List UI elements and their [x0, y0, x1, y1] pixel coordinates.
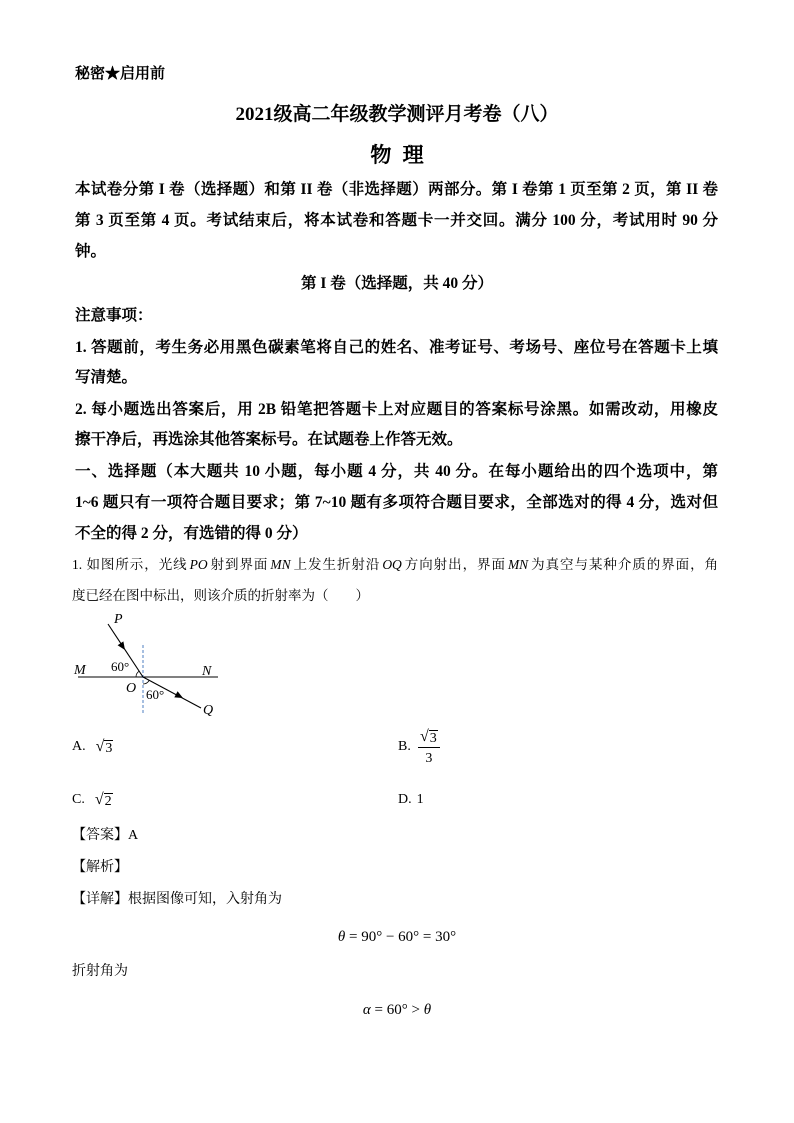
- notes-heading: 注意事项：: [75, 307, 153, 324]
- refraction-angle-expression: = 60° >: [370, 1002, 424, 1018]
- variable-mn: MN: [270, 557, 291, 572]
- theta-symbol: θ: [337, 929, 346, 945]
- option-a-sqrt: [96, 737, 114, 757]
- question-1-line-2: 度已经在图中标出，则该介质的折射率为（ ）: [72, 588, 369, 603]
- intro-line-1: 本试卷分第 I 卷（选择题）和第 II 卷（非选择题）两部分。第 I 卷第 1 页至第 2 页，第 II 卷: [75, 181, 718, 198]
- option-c-label: C.: [72, 792, 85, 807]
- confidentiality-label: 秘密★启用前: [75, 66, 166, 82]
- note-2-line-2: 擦干净后，再选涂其他答案标号。在试题卷上作答无效。: [75, 431, 463, 448]
- label-point-q: Q: [203, 703, 214, 718]
- note-1-line-1: 1. 答题前，考生务必用黑色碳素笔将自己的姓名、准考证号、考场号、座位号在答题卡上填: [75, 339, 718, 356]
- intro-line-3: 钟。: [75, 243, 107, 260]
- refraction-angle-formula: [0, 999, 794, 1021]
- refraction-diagram: [70, 605, 230, 720]
- option-a: [72, 737, 113, 757]
- variable-mn: MN: [507, 557, 529, 572]
- question-1-text-part: 1. 如图所示，光线: [72, 557, 188, 572]
- option-b-fraction: [418, 727, 440, 770]
- option-b-sqrt: [420, 727, 438, 747]
- question-1-text-part: 为真空与某种介质的界面，角: [530, 557, 719, 572]
- note-2-line-1: 2. 每小题选出答案后，用 2B 铅笔把答题卡上对应题目的答案标号涂黑。如需改动，用橡皮: [75, 401, 718, 418]
- theta-symbol: θ: [423, 1002, 432, 1018]
- detail-line: 【详解】根据图像可知，入射角为: [72, 892, 282, 907]
- option-a-radicand: 3: [105, 741, 113, 756]
- intro-line-2: 第 3 页至第 4 页。考试结束后，将本试卷和答题卡一并交回。满分 100 分，考试用时 90 分: [75, 212, 718, 229]
- refraction-angle-label: 折射角为: [72, 964, 128, 979]
- incident-angle-expression: = 90° − 60° = 30°: [345, 929, 457, 945]
- label-point-o: O: [126, 681, 137, 696]
- option-d-label: D.: [398, 792, 412, 807]
- section-heading: 第 I 卷（选择题，共 40 分）: [300, 275, 494, 292]
- alpha-symbol: α: [362, 1002, 371, 1018]
- answer-line: 【答案】A: [72, 828, 139, 843]
- option-b-denominator: 3: [425, 751, 433, 766]
- variable-po: PO: [189, 557, 208, 572]
- incident-angle-formula: [0, 926, 794, 948]
- exam-title: 2021级高二年级教学测评月考卷（八）: [235, 104, 559, 125]
- option-c: [72, 790, 113, 810]
- question-1-text-part: 方向射出，界面: [403, 557, 506, 572]
- option-d-value: 1: [416, 792, 424, 807]
- question-1-line-1: [72, 555, 718, 575]
- analysis-heading: 【解析】: [72, 860, 128, 875]
- part-one-line-3: 不全的得 2 分，有选错的得 0 分）: [75, 525, 308, 542]
- label-point-m: M: [74, 663, 86, 678]
- part-one-line-1: 一、选择题（本大题共 10 小题，每小题 4 分，共 40 分。在每小题给出的四个选项中，第: [75, 463, 718, 480]
- question-1-text-part: 射到界面: [209, 557, 269, 572]
- lower-angle-arc: [143, 680, 149, 684]
- option-b: [398, 737, 411, 757]
- option-b-radicand: 3: [429, 731, 437, 746]
- option-b-label: B.: [398, 739, 411, 754]
- part-one-line-2: 1~6 题只有一项符合题目要求；第 7~10 题有多项符合题目要求，全部选对的得 4 分，选对但: [75, 494, 718, 511]
- option-d: [398, 790, 424, 810]
- variable-oq: OQ: [382, 557, 402, 572]
- radical-sign: √: [94, 791, 104, 808]
- subject-title: 物 理: [370, 143, 424, 167]
- label-angle-upper: 60°: [111, 659, 130, 674]
- option-c-radicand: 2: [104, 794, 112, 809]
- radical-sign: √: [420, 728, 429, 745]
- label-point-p: P: [114, 612, 123, 627]
- option-a-label: A.: [72, 739, 86, 754]
- question-1-text-part: 上发生折射沿: [292, 557, 381, 572]
- incident-ray-arrow: [118, 641, 125, 650]
- option-c-sqrt: [95, 790, 113, 810]
- label-angle-lower: 60°: [146, 687, 165, 702]
- upper-angle-arc: [136, 671, 139, 677]
- option-b-numerator: [418, 727, 440, 748]
- label-point-n: N: [202, 664, 212, 679]
- note-1-line-2: 写清楚。: [75, 369, 138, 386]
- radical-sign: √: [95, 738, 105, 755]
